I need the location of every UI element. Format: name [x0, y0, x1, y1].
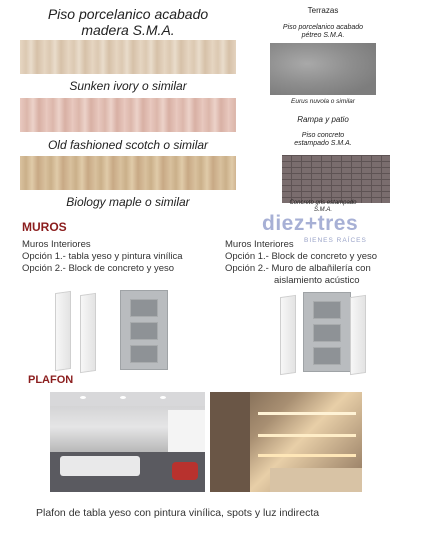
walls-right-option1: Opción 1.- Block de concreto y yeso [225, 251, 378, 262]
walls-left-option1: Opción 1.- tabla yeso y pintura vinílica [22, 251, 183, 262]
living-room-photo [50, 392, 205, 492]
wood-sample-biology-maple [20, 156, 236, 190]
walls-right-heading: Muros Interiores [225, 239, 294, 250]
walls-right-option2-cont: aislamiento acústico [274, 275, 360, 286]
ceiling-section-title: PLAFON [28, 374, 74, 386]
ceiling-caption: Plafon de tabla yeso con pintura vinílica, spots y luz indirecta [36, 507, 320, 519]
ramp-product-line2: estampado S.M.A. [294, 140, 352, 147]
walls-left-option2: Opción 2.- Block de concreto y yeso [22, 263, 175, 274]
brand-watermark-logo: diez+tres [262, 212, 359, 235]
concrete-block [120, 290, 168, 370]
wood-sample-sunken-ivory [20, 40, 236, 74]
stone-sample-label: Eurus nuvola o similar [291, 98, 355, 105]
drywall-panel [80, 293, 96, 373]
terraces-product-line1: Piso porcelanico acabado [282, 24, 364, 31]
drywall-panel [280, 295, 296, 375]
wood-label-sunken-ivory: Sunken ivory o similar [69, 79, 187, 93]
stamped-concrete-sample [282, 155, 390, 203]
drywall-panel [350, 295, 366, 375]
walls-section-title: MUROS [22, 220, 67, 234]
wood-label-biology-maple: Biology maple o similar [66, 195, 190, 209]
drywall-panel [55, 291, 71, 371]
flooring-title-line2: madera S.M.A. [81, 22, 175, 38]
wood-sample-old-fashioned-scotch [20, 98, 236, 132]
brand-watermark-tagline: BIENES RAÍCES [304, 237, 367, 244]
concrete-block [303, 292, 351, 372]
terraces-product-line2: pétreo S.M.A. [301, 32, 345, 39]
ramp-title: Rampa y patio [297, 115, 349, 124]
walls-left-heading: Muros Interiores [22, 239, 91, 250]
stone-tile-sample [270, 43, 376, 95]
ramp-product-line1: Piso concreto [301, 132, 345, 139]
concrete-sample-label-line1: Concreto gris estampado [289, 200, 357, 206]
terraces-title: Terrazas [307, 6, 339, 15]
kitchen-photo [210, 392, 362, 492]
walls-right-option2: Opción 2.- Muro de albañilería con [225, 263, 371, 274]
flooring-title-line1: Piso porcelanico acabado [47, 6, 209, 22]
wood-label-old-fashioned-scotch: Old fashioned scotch o similar [47, 138, 209, 152]
concrete-sample-label-line2: S.M.A. [313, 207, 332, 213]
